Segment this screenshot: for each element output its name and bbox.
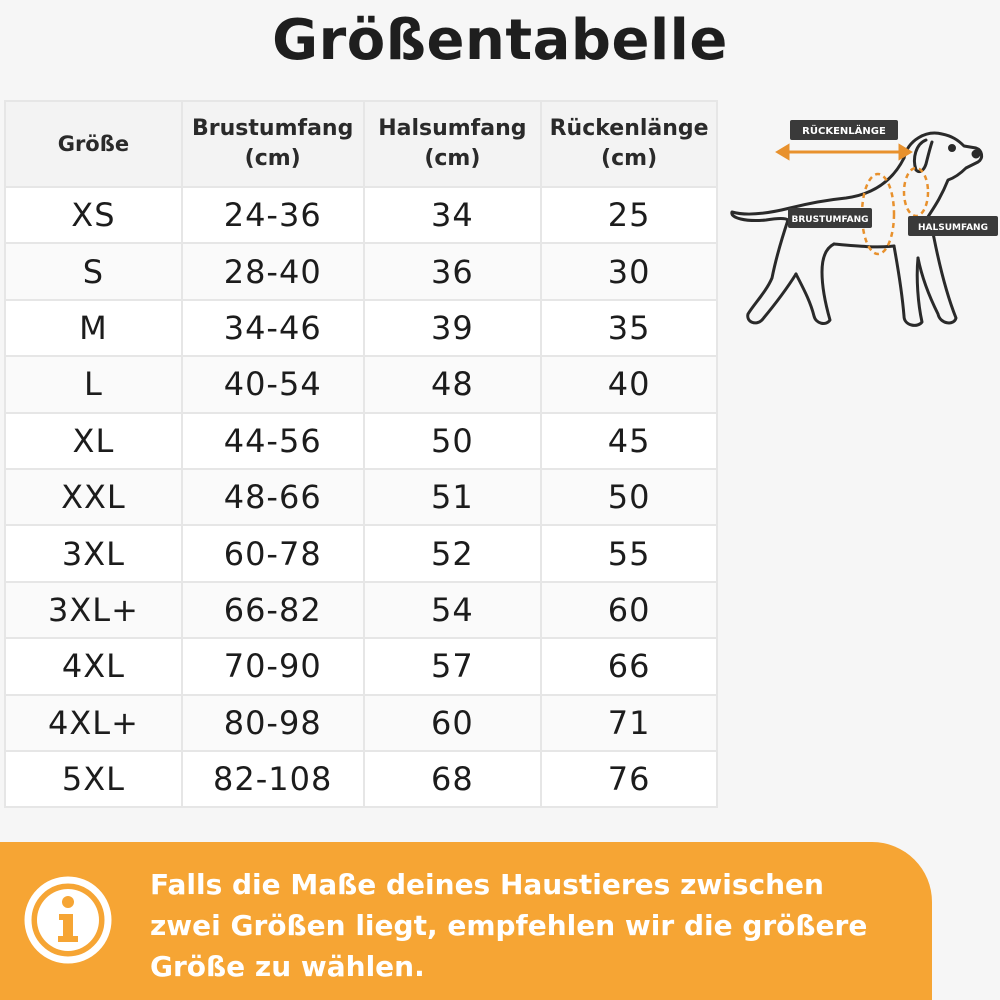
cell-neck: 39 bbox=[364, 300, 542, 356]
chest-label: BRUSTUMFANG bbox=[791, 215, 869, 225]
cell-size: XXL bbox=[5, 469, 182, 525]
back-length-label: RÜCKENLÄNGE bbox=[802, 126, 886, 137]
cell-chest: 82-108 bbox=[182, 751, 364, 807]
cell-size: S bbox=[5, 243, 182, 299]
column-header-label: Rückenlänge bbox=[549, 116, 709, 141]
cell-size: 4XL bbox=[5, 638, 182, 694]
info-line: Falls die Maße deines Haustieres zwischen bbox=[150, 868, 824, 901]
cell-neck: 54 bbox=[364, 582, 542, 638]
cell-neck: 57 bbox=[364, 638, 542, 694]
cell-size: 3XL bbox=[5, 525, 182, 581]
cell-neck: 51 bbox=[364, 469, 542, 525]
cell-neck: 60 bbox=[364, 695, 542, 751]
cell-size: 4XL+ bbox=[5, 695, 182, 751]
cell-chest: 28-40 bbox=[182, 243, 364, 299]
cell-chest: 60-78 bbox=[182, 525, 364, 581]
table-row bbox=[5, 243, 717, 299]
column-header-chest bbox=[182, 101, 364, 187]
table-row bbox=[5, 582, 717, 638]
cell-back-length: 60 bbox=[541, 582, 717, 638]
cell-chest: 44-56 bbox=[182, 413, 364, 469]
cell-back-length: 55 bbox=[541, 525, 717, 581]
column-header-size bbox=[5, 101, 182, 187]
cell-neck: 50 bbox=[364, 413, 542, 469]
cell-chest: 40-54 bbox=[182, 356, 364, 412]
table-row bbox=[5, 356, 717, 412]
cell-neck: 68 bbox=[364, 751, 542, 807]
table-row bbox=[5, 751, 717, 807]
info-text bbox=[150, 864, 910, 987]
cell-size: XS bbox=[5, 187, 182, 243]
column-header-back-length bbox=[541, 101, 717, 187]
cell-chest: 80-98 bbox=[182, 695, 364, 751]
info-line: Größe zu wählen. bbox=[150, 950, 425, 983]
column-header-unit: (cm) bbox=[244, 146, 301, 171]
cell-back-length: 25 bbox=[541, 187, 717, 243]
cell-neck: 34 bbox=[364, 187, 542, 243]
column-header-unit: (cm) bbox=[601, 146, 658, 171]
cell-size: M bbox=[5, 300, 182, 356]
cell-back-length: 30 bbox=[541, 243, 717, 299]
back-length-arrow-icon bbox=[778, 146, 910, 158]
neck-measure-icon bbox=[904, 168, 928, 216]
cell-neck: 52 bbox=[364, 525, 542, 581]
cell-size: XL bbox=[5, 413, 182, 469]
info-banner bbox=[0, 842, 932, 1000]
cell-neck: 48 bbox=[364, 356, 542, 412]
cell-neck: 36 bbox=[364, 243, 542, 299]
table-body bbox=[5, 187, 717, 807]
page-title: Größentabelle bbox=[272, 8, 728, 73]
cell-chest: 34-46 bbox=[182, 300, 364, 356]
cell-size: L bbox=[5, 356, 182, 412]
table-row bbox=[5, 638, 717, 694]
cell-chest: 24-36 bbox=[182, 187, 364, 243]
cell-chest: 66-82 bbox=[182, 582, 364, 638]
size-table bbox=[4, 100, 718, 808]
table-row bbox=[5, 187, 717, 243]
table-row bbox=[5, 695, 717, 751]
cell-back-length: 76 bbox=[541, 751, 717, 807]
cell-chest: 48-66 bbox=[182, 469, 364, 525]
cell-size: 5XL bbox=[5, 751, 182, 807]
info-icon bbox=[22, 874, 114, 966]
neck-label: HALSUMFANG bbox=[918, 223, 988, 233]
column-header-label: Halsumfang bbox=[378, 116, 527, 141]
cell-back-length: 45 bbox=[541, 413, 717, 469]
column-header-label: Brustumfang bbox=[192, 116, 354, 141]
table-row bbox=[5, 300, 717, 356]
table-header-row bbox=[5, 101, 717, 187]
cell-back-length: 66 bbox=[541, 638, 717, 694]
cell-back-length: 50 bbox=[541, 469, 717, 525]
info-line: zwei Größen liegt, empfehlen wir die größere bbox=[150, 909, 868, 942]
cell-size: 3XL+ bbox=[5, 582, 182, 638]
cell-back-length: 40 bbox=[541, 356, 717, 412]
column-header-neck bbox=[364, 101, 542, 187]
cell-back-length: 35 bbox=[541, 300, 717, 356]
column-header-unit: (cm) bbox=[424, 146, 481, 171]
cell-chest: 70-90 bbox=[182, 638, 364, 694]
column-header-label: Größe bbox=[57, 132, 130, 156]
cell-back-length: 71 bbox=[541, 695, 717, 751]
table-row bbox=[5, 469, 717, 525]
table-row bbox=[5, 525, 717, 581]
dog-measurement-diagram bbox=[726, 108, 1000, 348]
table-row bbox=[5, 413, 717, 469]
